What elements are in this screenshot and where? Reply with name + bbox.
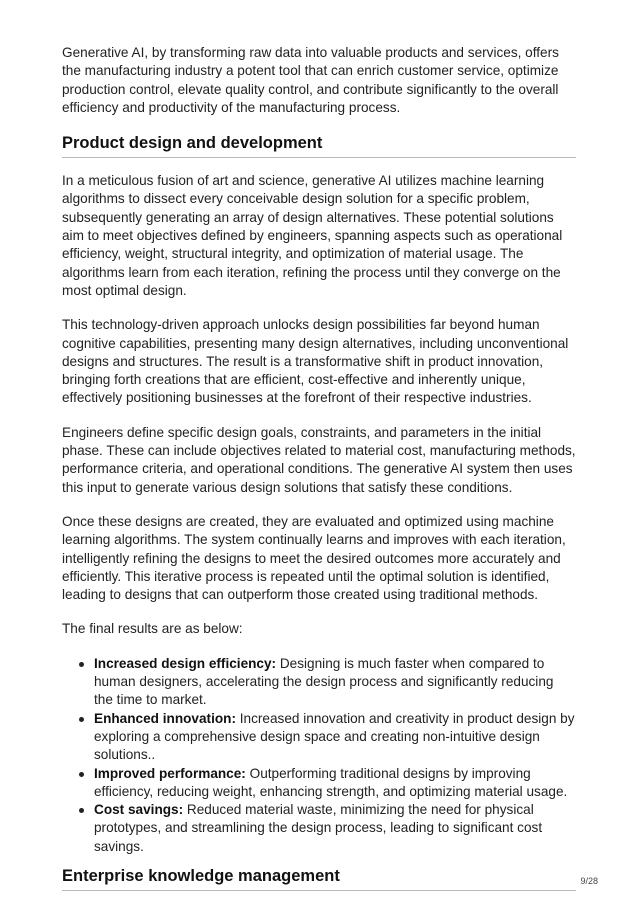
results-intro: The final results are as below:: [62, 621, 243, 637]
results-list: [62, 655, 576, 856]
body-paragraph: In a meticulous fusion of art and science, generative AI utilizes machine learning algorithms to dissect every conceivable design solution for a specific problem, subsequently generating an array of design alternatives. These potential solutions aim to meet objectives defined by engineers, spanning aspects such as operational efficiency, weight, structural integrity, and optimization of material usage. The algorithms learn from each iteration, refining the process until they converge on the most optimal design.: [62, 173, 563, 298]
bullet-icon: [79, 717, 84, 722]
section-heading-block: [62, 133, 576, 158]
list-item: [94, 801, 576, 856]
page-number: 9/28: [580, 876, 598, 886]
list-item-term: Improved performance:: [94, 765, 246, 781]
list-item-term: Increased design efficiency:: [94, 655, 277, 671]
document-page: [62, 44, 576, 905]
list-item-text: Reduced material waste, minimizing the need for physical prototypes, and streamlining the design process, leading to significant cost savings.: [94, 802, 543, 854]
body-paragraph: Engineers define specific design goals, constraints, and parameters in the initial phase. These can include objectives related to material cost, manufacturing methods, performance criteria, and operational conditions. The generative AI system then uses this input to generate various design solutions that satisfy these conditions.: [62, 424, 576, 495]
bullet-icon: [79, 662, 84, 667]
list-item: [94, 765, 576, 802]
list-item-text: Outperforming traditional designs by improving efficiency, reducing weight, enhancing strength, and optimizing material usage.: [94, 765, 568, 799]
list-item-text: Increased innovation and creativity in product design by exploring a comprehensive design space and creating non-intuitive design solutions..: [94, 710, 575, 763]
body-paragraph: This technology-driven approach unlocks design possibilities far beyond human cognitive capabilities, presenting many design alternatives, including unconventional designs and structures. The result is a transformative shift in product innovation, bringing forth creations that are efficient, cost-effective and inherently unique, effectively positioning businesses at the forefront of their respective industries.: [62, 317, 569, 406]
list-item-term: Cost savings:: [94, 802, 184, 818]
section-heading-product-design: Product design and development: [62, 134, 323, 153]
heading-divider: [62, 890, 576, 891]
list-item-term: Enhanced innovation:: [94, 710, 236, 726]
bullet-icon: [79, 808, 84, 813]
section-heading-knowledge-management: Enterprise knowledge management: [62, 866, 340, 885]
bullet-icon: [79, 772, 84, 777]
list-item: [94, 710, 576, 765]
section-heading-block: [62, 866, 576, 891]
list-item-text: Designing is much faster when compared to human designers, accelerating the design process and significantly reducing the time to market.: [94, 655, 554, 708]
heading-divider: [62, 157, 576, 158]
list-item: [94, 655, 576, 710]
body-paragraph: Once these designs are created, they are evaluated and optimized using machine learning algorithms. The system continually learns and improves with each iteration, intelligently refining the designs to meet the desired outcomes more accurately and efficiently. This iterative process is repeated until the optimal solution is identified, leading to designs that can outperform those created using traditional methods.: [62, 513, 566, 603]
intro-paragraph: Generative AI, by transforming raw data into valuable products and services, offers the manufacturing industry a potent tool that can enrich customer service, optimize production control, elevate quality control, and contribute significantly to the overall efficiency and productivity of the manufacturing process.: [62, 45, 559, 115]
